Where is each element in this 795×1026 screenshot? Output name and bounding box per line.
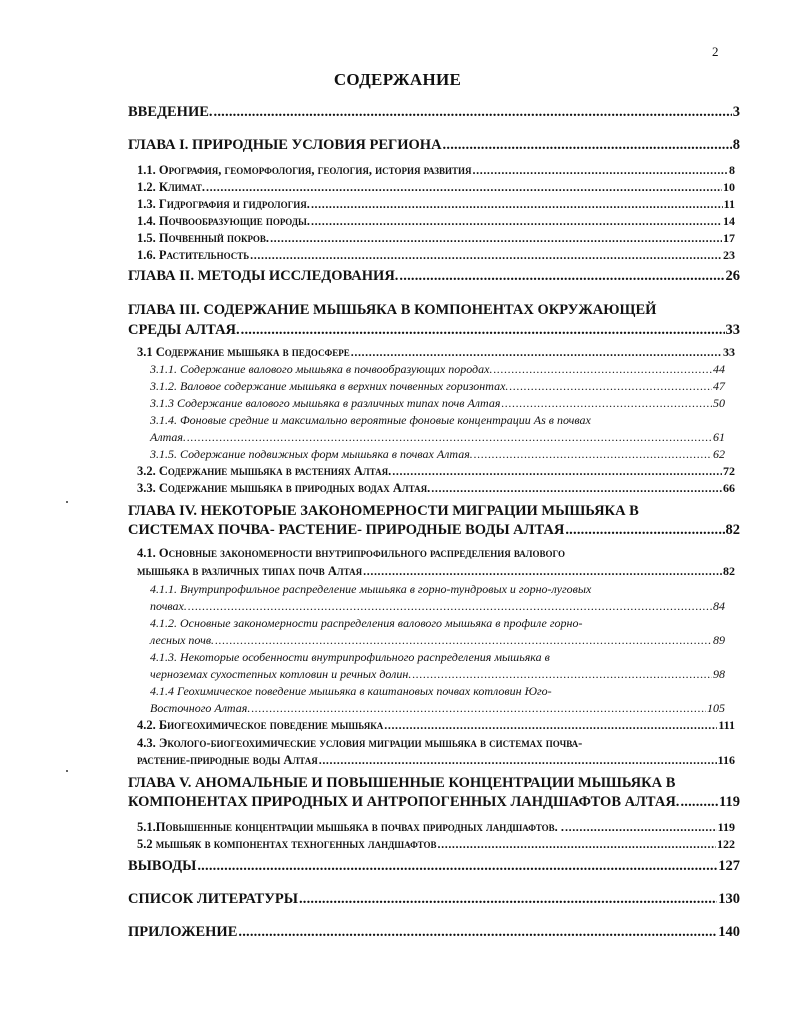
toc-label: ГЛАВА I. ПРИРОДНЫЕ УСЛОВИЯ РЕГИОНА [128,137,442,153]
dot-leader [250,248,722,263]
toc-page: 8 [729,163,735,177]
dot-leader [501,396,712,411]
toc-page: 26 [725,268,740,284]
toc-entry-chapter-2[interactable] [128,268,740,285]
toc-page: 116 [717,753,735,767]
toc-entry-subsection-4-1-4[interactable] [150,701,725,716]
toc-label: 4.2. Биогеохимическое поведение мышьяка [137,718,384,732]
toc-label: 1.6. Растительность [137,248,250,262]
toc-entry-subsection-4-1-3[interactable] [150,667,725,682]
toc-label: 5.2 мышьяк в компонентах техногенных ландшафтов [137,837,437,851]
toc-entry-section-1-6[interactable] [137,248,735,263]
toc-page: 50 [713,396,725,410]
dot-leader [412,667,712,682]
dot-leader [319,753,717,768]
toc-label: 1.2. Климат. [137,180,205,194]
toc-label: КОМПОНЕНТАХ ПРИРОДНЫХ И АНТРОПОГЕННЫХ ЛАНДШАФТОВ АЛТАЯ. [128,794,680,810]
dot-leader [384,718,717,733]
toc-entry-section-3-3[interactable] [137,481,735,496]
toc-page: 105 [707,701,725,715]
dot-leader [565,820,717,835]
toc-entry-subsection-3-1-2[interactable] [150,379,725,394]
toc-page: 111 [718,718,735,732]
toc-page: 98 [713,667,725,681]
toc-label: ВЫВОДЫ [128,858,197,874]
toc-label: мышьяка в различных типах почв Алтая [137,564,363,578]
toc-entry-references[interactable] [128,891,740,908]
dot-leader [311,214,722,229]
dot-leader [197,858,717,875]
dot-leader [188,599,712,614]
toc-page: 14 [723,214,735,228]
dot-leader [311,197,723,212]
toc-label: ГЛАВА II. МЕТОДЫ ИССЛЕДОВАНИЯ. [128,268,399,284]
toc-page: 72 [723,464,735,478]
dot-leader [215,633,712,648]
dot-leader [493,362,712,377]
toc-entry-introduction[interactable] [128,104,740,121]
toc-label: 3.1.5. Содержание подвижных форм мышьяка в почвах Алтая. [150,447,473,461]
toc-entry-subsection-4-1-1[interactable] [150,599,725,614]
toc-entry-chapter-3[interactable] [128,322,740,339]
toc-entry-section-1-3[interactable] [137,197,735,212]
toc-entry-section-3-2[interactable] [137,464,735,479]
toc-entry-section-1-2[interactable] [137,180,735,195]
toc-label: 3.2. Содержание мышьяка в растениях Алтая. [137,464,392,478]
toc-entry-chapter-5-line1[interactable]: ГЛАВА V. АНОМАЛЬНЫЕ И ПОВЫШЕННЫЕ КОНЦЕНТРАЦИИ МЫШЬЯКА В [128,775,676,791]
dot-leader [214,104,732,121]
dot-leader [206,180,722,195]
toc-entry-conclusions[interactable] [128,858,740,875]
toc-page: 10 [723,180,735,194]
toc-entry-section-1-5[interactable] [137,231,735,246]
page-title: СОДЕРЖАНИЕ [333,70,462,89]
toc-label: 3.1.2. Валовое содержание мышьяка в верхних почвенных горизонтах. [150,379,509,393]
toc-entry-appendix[interactable] [128,924,740,941]
toc-page: 62 [713,447,725,461]
toc-page: 17 [723,231,735,245]
scan-speck [66,770,68,772]
toc-label: 3.3. Содержание мышьяка в природных водах Алтая. [137,481,431,495]
toc-page: 61 [713,430,725,444]
dot-leader [565,522,724,539]
toc-entry-subsection-4-1-2-line1[interactable]: 4.1.2. Основные закономерности распределения валового мышьяка в профиле горно- [150,616,583,630]
toc-entry-section-5-1[interactable] [137,820,735,835]
toc-label: 1.4. Почвообразующие породы. [137,214,310,228]
toc-entry-subsection-4-1-4-line1[interactable]: 4.1.4 Геохимическое поведение мышьяка в каштановых почвах котловин Юго- [150,684,552,698]
toc-label: лесных почв. [150,633,215,647]
toc-page: 119 [717,820,735,834]
toc-entry-section-4-1[interactable] [137,564,735,579]
toc-entry-chapter-4-line1[interactable]: ГЛАВА IV. НЕКОТОРЫЕ ЗАКОНОМЕРНОСТИ МИГРАЦИИ МЫШЬЯКА В [128,503,639,519]
toc-page: 119 [719,794,740,810]
toc-page: 89 [713,633,725,647]
dot-leader [399,268,724,285]
toc-entry-section-4-2[interactable] [137,718,735,733]
toc-label: 3.1.1. Содержание валового мышьяка в почвообразующих породах. [150,362,493,376]
toc-page: 33 [723,345,735,359]
toc-page: 23 [723,248,735,262]
toc-page: 82 [725,522,740,538]
toc-label: ПРИЛОЖЕНИЕ [128,924,238,940]
toc-entry-section-1-4[interactable] [137,214,735,229]
toc-label: Алтая. [150,430,186,444]
toc-entry-subsection-3-1-4-line1[interactable]: 3.1.4. Фоновые средние и максимально вероятные фоновые концентрации As в почвах [150,413,591,427]
toc-label: СИСТЕМАХ ПОЧВА- РАСТЕНИЕ- ПРИРОДНЫЕ ВОДЫ АЛТАЯ [128,522,565,538]
toc-page: 127 [718,858,740,874]
toc-entry-subsection-3-1-3[interactable] [150,396,725,411]
toc-entry-chapter-5[interactable] [128,794,740,811]
dot-leader [443,137,732,154]
dot-leader [392,464,722,479]
toc-entry-subsection-3-1-1[interactable] [150,362,725,377]
toc-label: 1.3. Гидрография и гидрология. [137,197,310,211]
toc-entry-subsection-4-1-2[interactable] [150,633,725,648]
dot-leader [241,322,725,339]
toc-page: 33 [725,322,740,338]
dot-leader [299,891,717,908]
toc-entry-section-1-1[interactable] [137,163,735,178]
toc-label: СРЕДЫ АЛТАЯ. [128,322,240,338]
toc-page: 44 [713,362,725,376]
dot-leader [238,924,717,941]
toc-page: 3 [732,104,740,120]
toc-page: 66 [723,481,735,495]
dot-leader [438,837,716,852]
toc-entry-section-4-1-line1[interactable]: 4.1. Основные закономерности внутрипрофильного распределения валового [137,546,565,560]
toc-entry-chapter-1[interactable] [128,137,740,154]
toc-label: СПИСОК ЛИТЕРАТУРЫ [128,891,298,907]
toc-label: ВВЕДЕНИЕ. [128,104,213,120]
dot-leader [509,379,712,394]
toc-entry-subsection-4-1-3-line1[interactable]: 4.1.3. Некоторые особенности внутрипрофильного распределения мышьяка в [150,650,550,664]
toc-entry-chapter-3-line1[interactable]: ГЛАВА III. СОДЕРЖАНИЕ МЫШЬЯКА В КОМПОНЕНТАХ ОКРУЖАЮЩЕЙ [128,302,657,318]
toc-page: 140 [718,924,740,940]
toc-label: 5.1.Повышенные концентрации мышьяка в почвах природных ландшафтов. . [137,820,564,834]
toc-label: растение-природные воды Алтая [137,753,318,767]
toc-entry-section-3-1[interactable] [137,345,735,360]
toc-entry-section-4-3-line1[interactable]: 4.3. Эколого-биогеохимические условия миграции мышьяка в системах почва- [137,736,583,750]
toc-page: 11 [723,197,735,211]
toc-page: 8 [732,137,740,153]
toc-label: почвах. [150,599,187,613]
toc-page: 122 [717,837,735,851]
toc-entry-subsection-3-1-4[interactable] [150,430,725,445]
toc-label: 1.1. Орография, геоморфология, геология, история развития [137,163,472,177]
toc-page: 84 [713,599,725,613]
dot-leader [474,447,712,462]
toc-entry-subsection-4-1-1-line1[interactable]: 4.1.1. Внутрипрофильное распределение мышьяка в горно-тундровых и горно-луговых [150,582,592,596]
toc-page: 47 [713,379,725,393]
toc-entry-subsection-3-1-5[interactable] [150,447,725,462]
scan-speck [66,501,68,503]
toc-label: 3.1 Содержание мышьяка в педосфере [137,345,350,359]
dot-leader [680,794,718,811]
dot-leader [431,481,722,496]
toc-entry-section-4-3[interactable] [137,753,735,768]
page-number: 2 [712,44,719,59]
toc-label: Восточного Алтая. [150,701,251,715]
toc-entry-chapter-4[interactable] [128,522,740,539]
toc-entry-section-5-2[interactable] [137,837,735,852]
toc-page: 82 [723,564,735,578]
toc-label: черноземах сухостепных котловин и речных долин. [150,667,412,681]
dot-leader [351,345,722,360]
dot-leader [251,701,706,716]
toc-page: 130 [718,891,740,907]
dot-leader [270,231,722,246]
toc-label: 1.5. Почвенный покров. [137,231,270,245]
dot-leader [187,430,712,445]
toc-label: 3.1.3 Содержание валового мышьяка в различных типах почв Алтая [150,396,501,410]
dot-leader [363,564,722,579]
dot-leader [473,163,728,178]
